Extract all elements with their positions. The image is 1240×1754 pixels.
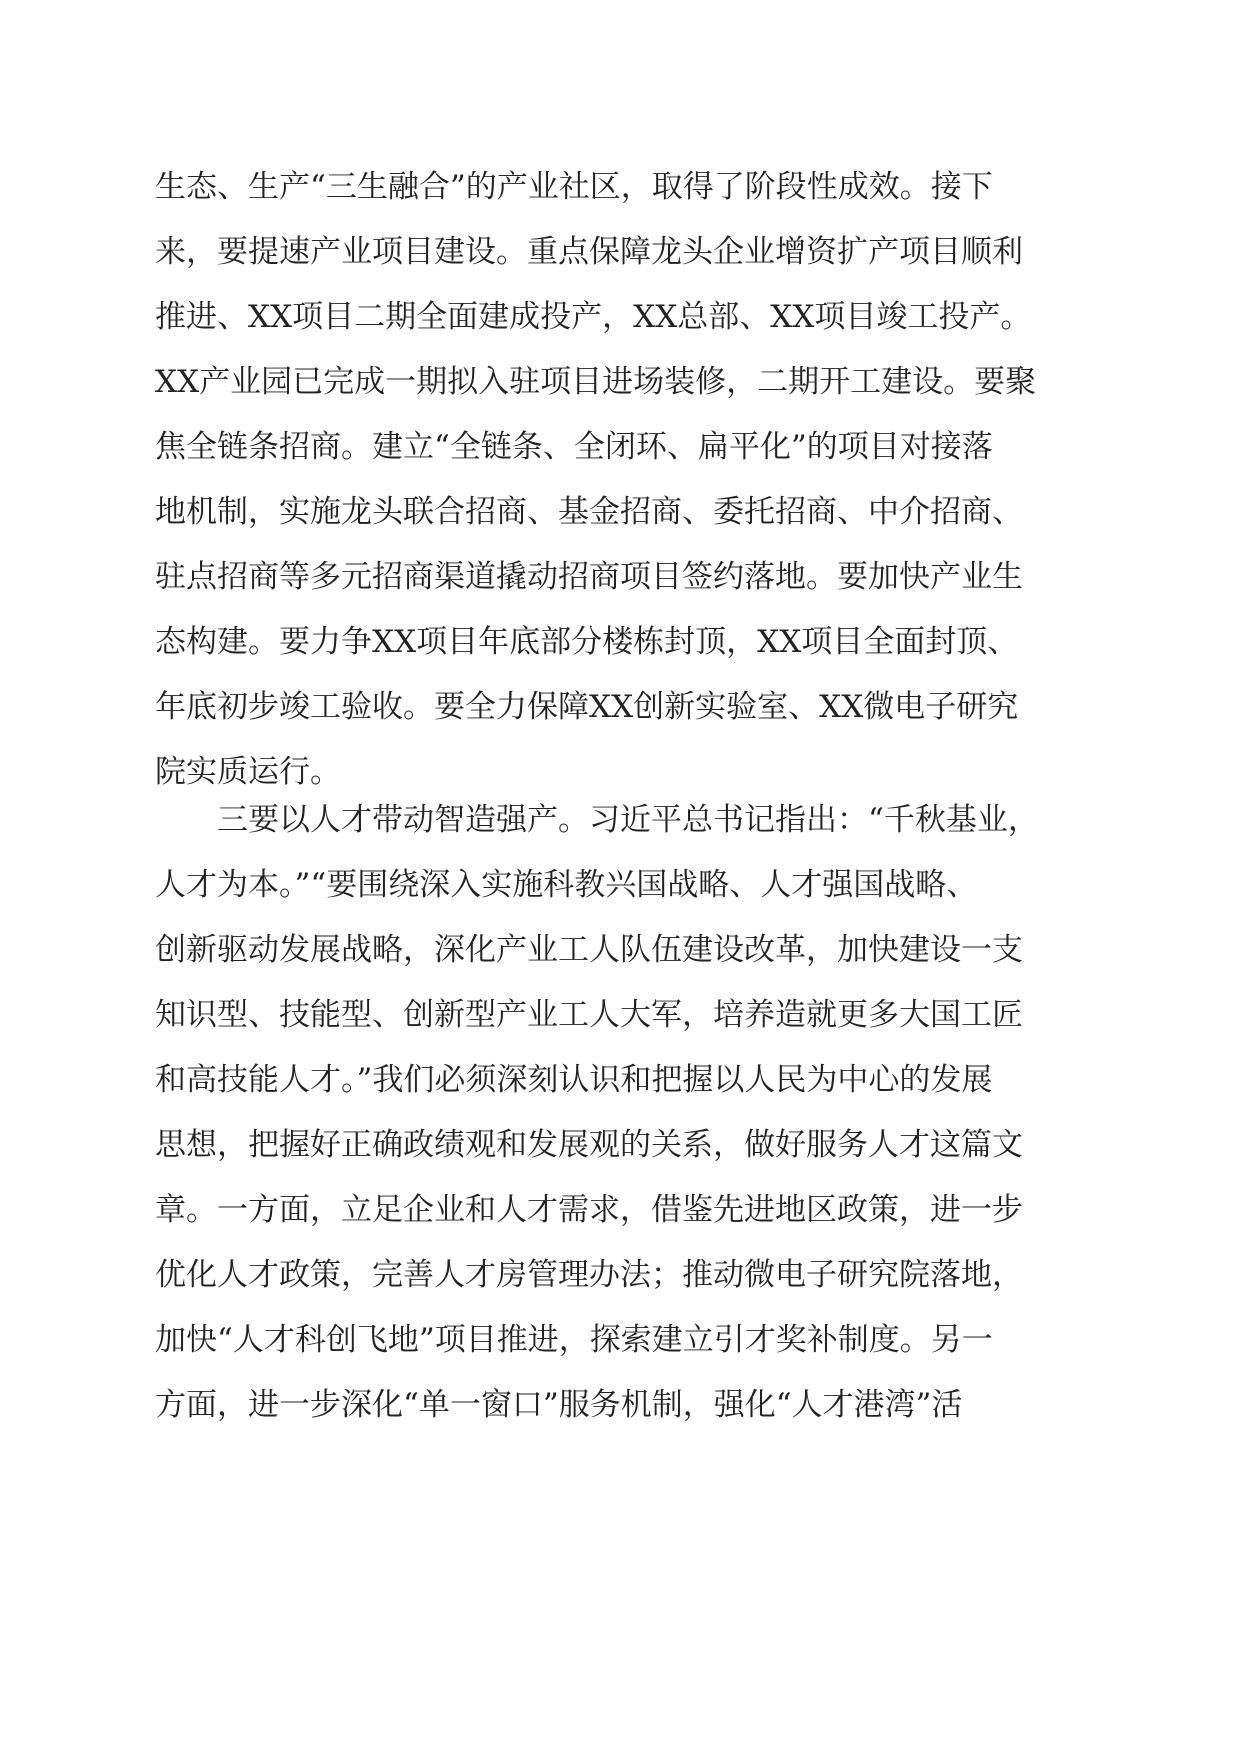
text-line: 推进、XX项目二期全面建成投产，XX总部、XX项目竣工投产。	[155, 299, 1032, 335]
text-line: 驻点招商等多元招商渠道撬动招商项目签约落地。要加快产业生	[155, 559, 1023, 595]
text-line: 思想，把握好正确政绩观和发展观的关系，做好服务人才这篇文	[155, 1127, 1023, 1163]
text-line: 知识型、技能型、创新型产业工人大军，培养造就更多大国工匠	[155, 997, 1023, 1033]
text-line: 创新驱动发展战略，深化产业工人队伍建设改革，加快建设一支	[155, 932, 1023, 968]
paragraph-1	[155, 155, 1085, 805]
text-line: 和高技能人才。”我们必须深刻认识和把握以人民为中心的发展	[155, 1062, 993, 1098]
text-line: 焦全链条招商。建立“全链条、全闭环、扁平化”的项目对接落	[155, 429, 993, 465]
text-line: XX产业园已完成一期拟入驻项目进场装修，二期开工建设。要聚	[155, 364, 1037, 400]
text-line: 加快“人才科创飞地”项目推进，探索建立引才奖补制度。另一	[155, 1322, 993, 1358]
text-line: 年底初步竣工验收。要全力保障XX创新实验室、XX微电子研究	[155, 689, 1019, 725]
text-line: 三要以人才带动智造强产。习近平总书记指出：“千秋基业，	[155, 802, 1039, 838]
text-line: 优化人才政策，完善人才房管理办法；推动微电子研究院落地，	[155, 1257, 1023, 1293]
paragraph-2	[155, 788, 1085, 1438]
text-line: 态构建。要力争XX项目年底部分楼栋封顶，XX项目全面封顶、	[155, 624, 1019, 660]
text-line: 章。一方面，立足企业和人才需求，借鉴先进地区政策，进一步	[155, 1192, 1023, 1228]
text-line: 来，要提速产业项目建设。重点保障龙头企业增资扩产项目顺利	[155, 234, 1023, 270]
text-line: 院实质运行。	[155, 754, 341, 790]
text-line: 地机制，实施龙头联合招商、基金招商、委托招商、中介招商、	[155, 494, 1023, 530]
text-line: 人才为本。”“要围绕深入实施科教兴国战略、人才强国战略、	[155, 867, 978, 903]
text-line: 生态、生产“三生融合”的产业社区，取得了阶段性成效。接下	[155, 169, 993, 205]
text-line: 方面，进一步深化“单一窗口”服务机制，强化“人才港湾”活	[155, 1387, 963, 1423]
